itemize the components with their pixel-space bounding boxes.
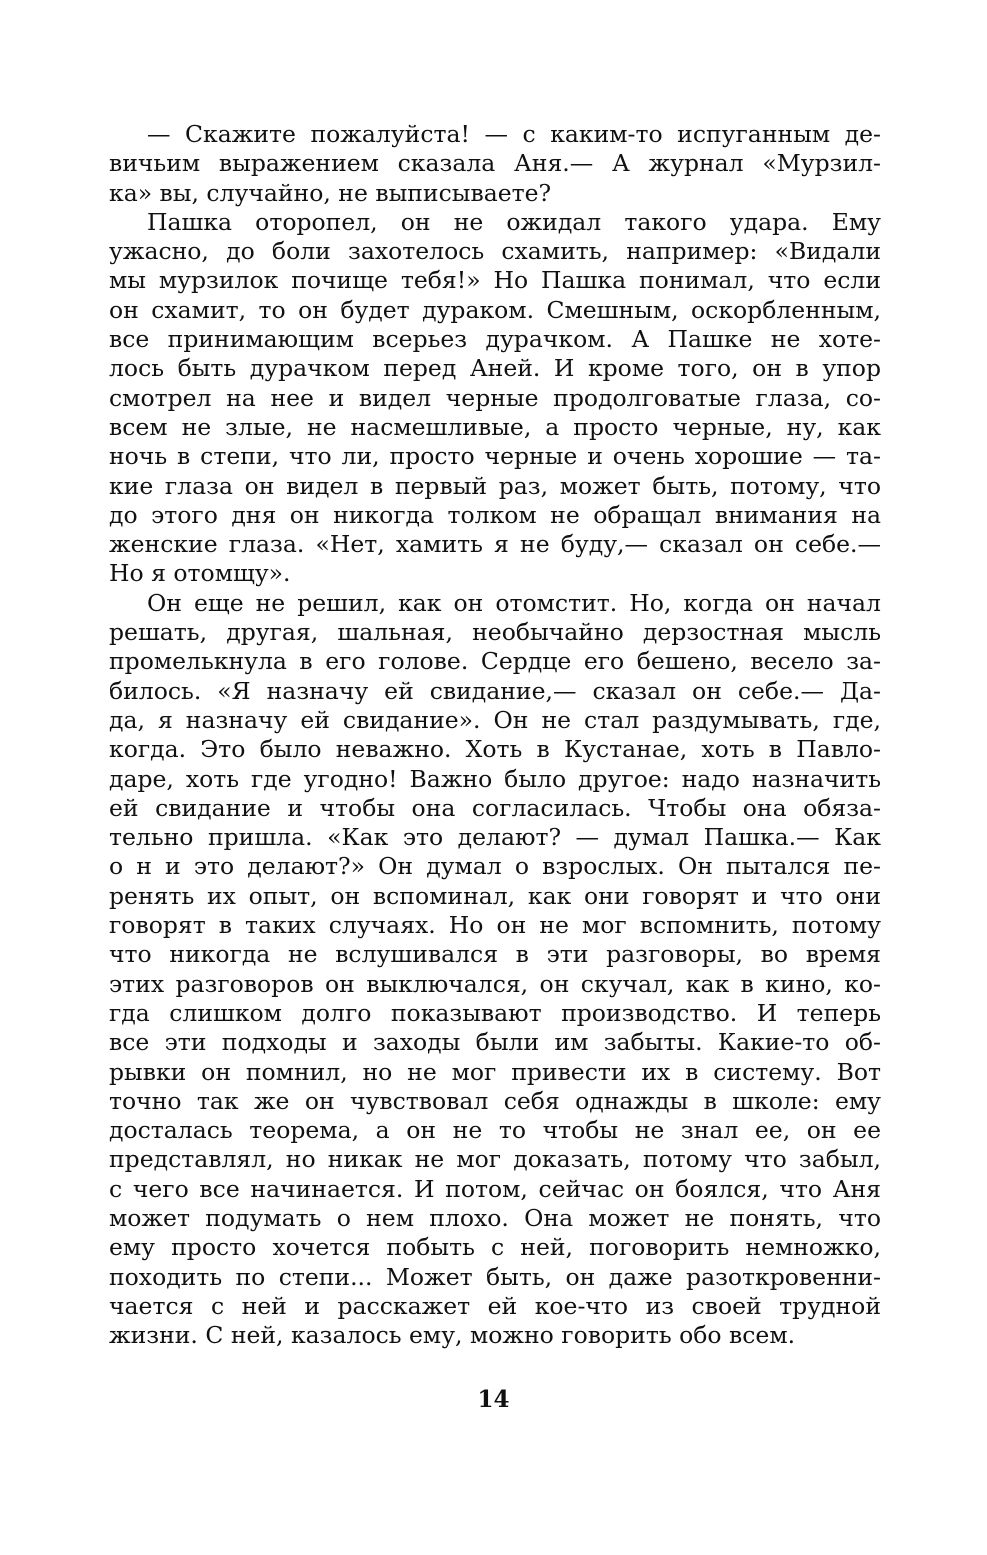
text-line: жизни. С ней, казалось ему, можно говорить обо всем. (109, 1321, 796, 1350)
text-line: женские глаза. «Нет, хамить я не буду,— сказал он себе.— (109, 530, 881, 559)
paragraph-2 (109, 208, 881, 589)
text-line: всем не злые, не насмешливые, а просто черные, ну, как (109, 412, 881, 441)
text-line: решать, другая, шальная, необычайно дерзостная мысль (109, 618, 881, 647)
text-line: может подумать о нем плохо. Она может не понять, что (109, 1203, 881, 1232)
text-line: представлял, но никак не мог доказать, потому что забыл, (109, 1145, 881, 1174)
text-line: походить по степи... Может быть, он даже разоткровенни- (109, 1262, 881, 1291)
text-line: билось. «Я назначу ей свидание,— сказал он себе.— Да- (109, 676, 881, 705)
text-line: рывки он помнил, но не мог привести их в систему. Вот (109, 1057, 881, 1086)
text-line: Пашка оторопел, он не ожидал такого удара. Ему (147, 207, 881, 236)
text-line: даре, хоть где угодно! Важно было другое: надо назначить (109, 764, 881, 793)
text-line: смотрел на нее и видел черные продолговатые глаза, со- (109, 383, 881, 412)
text-line: ужасно, до боли захотелось схамить, например: «Видали (109, 237, 881, 266)
text-line: лось быть дурачком перед Аней. И кроме того, он в упор (109, 354, 881, 383)
text-line: когда. Это было неважно. Хоть в Кустанае, хоть в Павло- (109, 735, 881, 764)
text-line: он схамит, то он будет дураком. Смешным, оскорбленным, (109, 295, 881, 324)
text-line: говорят в таких случаях. Но он не мог вспомнить, потому (109, 911, 881, 940)
text-line: все эти подходы и заходы были им забыты. Какие-то об- (109, 1028, 881, 1057)
text-line: ей свидание и чтобы она согласилась. Чтобы она обяза- (109, 793, 881, 822)
text-line: чается с ней и расскажет ей кое-что из своей трудной (109, 1291, 881, 1320)
text-line: ему просто хочется побыть с ней, поговорить немножко, (109, 1233, 881, 1262)
text-line: гда слишком долго показывают производство. И теперь (109, 998, 881, 1027)
text-line: Но я отомщу». (109, 559, 291, 588)
text-line: кие глаза он видел в первый раз, может быть, потому, что (109, 471, 881, 500)
text-line: все принимающим всерьез дурачком. А Пашке не хоте- (109, 325, 881, 354)
text-line: ка» вы, случайно, не выписываете? (109, 178, 552, 207)
paragraph-1 (109, 120, 881, 208)
text-line: вичьим выражением сказала Аня.— А журнал «Мурзил- (109, 149, 881, 178)
text-line: — Скажите пожалуйста! — с каким-то испуганным де- (147, 120, 881, 148)
text-line: что никогда не вслушивался в эти разговоры, во время (109, 940, 881, 969)
page-number: 14 (477, 1386, 510, 1413)
text-line: да, я назначу ей свидание». Он не стал раздумывать, где, (109, 705, 881, 734)
text-line: промелькнула в его голове. Сердце его бешено, весело за- (109, 647, 881, 676)
text-line: Он еще не решил, как он отомстит. Но, когда он начал (147, 588, 881, 617)
paragraph-3 (109, 589, 881, 1351)
text-line: тельно пришла. «Как это делают? — думал Пашка.— Как (109, 823, 881, 852)
text-line: мы мурзилок почище тебя!» Но Пашка понимал, что если (109, 266, 881, 295)
text-line: до этого дня он никогда толком не обращал внимания на (109, 500, 881, 529)
text-line: с чего все начинается. И потом, сейчас он боялся, что Аня (109, 1174, 881, 1203)
text-line: точно так же он чувствовал себя однажды в школе: ему (109, 1086, 881, 1115)
text-line: этих разговоров он выключался, он скучал, как в кино, ко- (109, 969, 881, 998)
text-line: досталась теорема, а он не то чтобы не знал ее, он ее (109, 1116, 881, 1145)
book-page-text (109, 120, 881, 1350)
text-line: ренять их опыт, он вспоминал, как они говорят и что они (109, 881, 881, 910)
text-line: о н и это делают?» Он думал о взрослых. Он пытался пе- (109, 852, 881, 881)
text-line: ночь в степи, что ли, просто черные и очень хорошие — та- (109, 442, 881, 471)
